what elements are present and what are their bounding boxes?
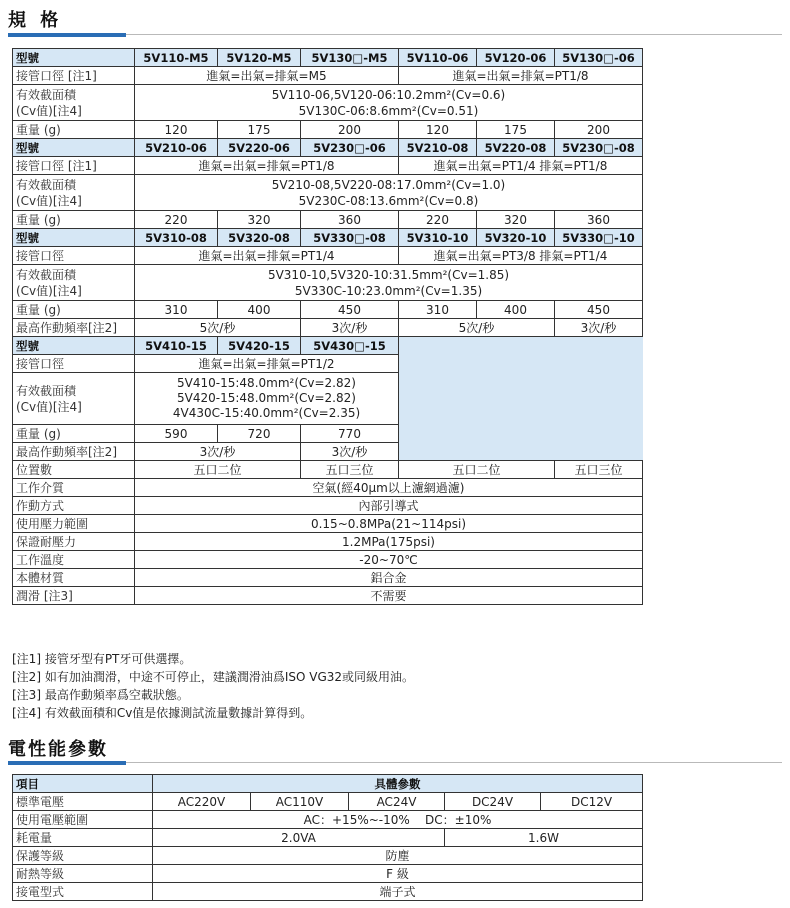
model-5v330-08: 5V330□-08 xyxy=(301,229,399,247)
common-row xyxy=(13,551,643,569)
area-row-1 xyxy=(13,85,643,121)
weight-label: 重量 (g) xyxy=(13,211,135,229)
note: [注4] 有效截面積和Cv值是依據測試流量數據計算得到。 xyxy=(12,706,313,720)
voltage-value: DC24V xyxy=(445,793,541,811)
range-value: AC：+15%~-10% DC：±10% xyxy=(153,811,643,829)
protect-label: 保護等級 xyxy=(13,847,153,865)
weight-value: 320 xyxy=(477,211,555,229)
spec-title-bar xyxy=(8,33,782,37)
note: [注2] 如有加油潤滑，中途不可停止，建議潤滑油爲ISO VG32或同級用油。 xyxy=(12,670,415,684)
weight-value: 220 xyxy=(135,211,218,229)
model-5v420-15: 5V420-15 xyxy=(218,337,301,355)
electric-title-bar xyxy=(8,761,782,765)
common-label: 工作介質 xyxy=(13,479,135,497)
common-row xyxy=(13,587,643,605)
item-header: 項目 xyxy=(13,775,153,793)
freq-value: 5次/秒 xyxy=(399,319,555,337)
model-5v430-15: 5V430□-15 xyxy=(301,337,399,355)
electric-table xyxy=(12,774,643,901)
power-dc-value: 1.6W xyxy=(445,829,643,847)
model-5v210-06: 5V210-06 xyxy=(135,139,218,157)
common-row xyxy=(13,569,643,587)
power-row xyxy=(13,829,643,847)
common-value: 不需要 xyxy=(135,587,643,605)
common-label: 保證耐壓力 xyxy=(13,533,135,551)
model-5v220-06: 5V220-06 xyxy=(218,139,301,157)
position-label: 位置數 xyxy=(13,461,135,479)
voltage-label: 標準電壓 xyxy=(13,793,153,811)
weight-label: 重量 (g) xyxy=(13,301,135,319)
common-label: 工作溫度 xyxy=(13,551,135,569)
model-5v120-m5: 5V120-M5 xyxy=(218,49,301,67)
power-ac-value: 2.0VA xyxy=(153,829,445,847)
position-value: 五口三位 xyxy=(301,461,399,479)
model-5v120-06: 5V120-06 xyxy=(477,49,555,67)
port-value: 進氣=出氣=排氣=M5 xyxy=(135,67,399,85)
port-row-3 xyxy=(13,247,643,265)
position-value: 五口二位 xyxy=(399,461,555,479)
weight-value: 400 xyxy=(218,301,301,319)
electric-header-row xyxy=(13,775,643,793)
port-label: 接管口徑 xyxy=(13,247,135,265)
protect-value: 防塵 xyxy=(153,847,643,865)
area-value: 5V310-10,5V320-10:31.5mm²(Cv=1.85) 5V330C-10:23.0mm²(Cv=1.35) xyxy=(135,265,643,301)
spec-header-row-1 xyxy=(13,49,643,67)
heat-label: 耐熱等級 xyxy=(13,865,153,883)
area-value: 5V410-15:48.0mm²(Cv=2.82) 5V420-15:48.0mm²(Cv=2.82) 4V430C-15:40.0mm²(Cv=2.35) xyxy=(135,373,399,425)
weight-label: 重量 (g) xyxy=(13,121,135,139)
note: [注3] 最高作動頻率爲空載狀態。 xyxy=(12,688,189,702)
weight-value: 360 xyxy=(301,211,399,229)
weight-value: 590 xyxy=(135,425,218,443)
area-row-2 xyxy=(13,175,643,211)
port-value: 進氣=出氣=排氣=PT1/8 xyxy=(135,157,399,175)
model-5v130-m5: 5V130□-M5 xyxy=(301,49,399,67)
position-value: 五口二位 xyxy=(135,461,301,479)
weight-value: 120 xyxy=(135,121,218,139)
area-row-3 xyxy=(13,265,643,301)
model-label: 型號 xyxy=(13,49,135,67)
common-label: 潤滑 [注3] xyxy=(13,587,135,605)
model-5v230-08: 5V230□-08 xyxy=(555,139,643,157)
weight-value: 770 xyxy=(301,425,399,443)
common-row xyxy=(13,479,643,497)
port-value: 進氣=出氣=PT3/8 排氣=PT1/4 xyxy=(399,247,643,265)
area-label: 有效截面積 (Cv值)[注4] xyxy=(13,265,135,301)
model-5v110-06: 5V110-06 xyxy=(399,49,477,67)
position-value: 五口三位 xyxy=(555,461,643,479)
weight-value: 450 xyxy=(555,301,643,319)
spec-header-row-4 xyxy=(13,337,643,355)
area-value: 5V210-08,5V220-08:17.0mm²(Cv=1.0) 5V230C-08:13.6mm²(Cv=0.8) xyxy=(135,175,643,211)
model-5v320-10: 5V320-10 xyxy=(477,229,555,247)
freq-value: 3次/秒 xyxy=(555,319,643,337)
spec-table xyxy=(12,48,643,605)
common-row xyxy=(13,515,643,533)
port-value: 進氣=出氣=PT1/4 排氣=PT1/8 xyxy=(399,157,643,175)
model-5v220-08: 5V220-08 xyxy=(477,139,555,157)
common-value: 鋁合金 xyxy=(135,569,643,587)
spec-header-row-2 xyxy=(13,139,643,157)
weight-value: 310 xyxy=(135,301,218,319)
weight-value: 720 xyxy=(218,425,301,443)
model-5v410-15: 5V410-15 xyxy=(135,337,218,355)
spec-header-row-3 xyxy=(13,229,643,247)
model-5v210-08: 5V210-08 xyxy=(399,139,477,157)
common-label: 使用壓力範圍 xyxy=(13,515,135,533)
weight-label: 重量 (g) xyxy=(13,425,135,443)
spec-notes xyxy=(12,650,414,722)
weight-value: 310 xyxy=(399,301,477,319)
weight-value: 175 xyxy=(477,121,555,139)
common-value: 內部引導式 xyxy=(135,497,643,515)
model-5v230-06: 5V230□-06 xyxy=(301,139,399,157)
area-label: 有效截面積 (Cv值)[注4] xyxy=(13,373,135,425)
common-value: 空氣(經40μm以上濾網過濾) xyxy=(135,479,643,497)
voltage-value: AC220V xyxy=(153,793,251,811)
power-label: 耗電量 xyxy=(13,829,153,847)
model-5v310-08: 5V310-08 xyxy=(135,229,218,247)
model-5v330-10: 5V330□-10 xyxy=(555,229,643,247)
model-5v320-08: 5V320-08 xyxy=(218,229,301,247)
area-value: 5V110-06,5V120-06:10.2mm²(Cv=0.6) 5V130C-06:8.6mm²(Cv=0.51) xyxy=(135,85,643,121)
weight-row-1 xyxy=(13,121,643,139)
area-label: 有效截面積 (Cv值)[注4] xyxy=(13,85,135,121)
port-label: 接管口徑 [注1] xyxy=(13,157,135,175)
common-row xyxy=(13,497,643,515)
weight-value: 360 xyxy=(555,211,643,229)
freq-row-3 xyxy=(13,319,643,337)
port-row-2 xyxy=(13,157,643,175)
freq-value: 5次/秒 xyxy=(135,319,301,337)
model-label: 型號 xyxy=(13,139,135,157)
freq-label: 最高作動頻率[注2] xyxy=(13,443,135,461)
port-value: 進氣=出氣=排氣=PT1/8 xyxy=(399,67,643,85)
weight-value: 200 xyxy=(555,121,643,139)
model-5v310-10: 5V310-10 xyxy=(399,229,477,247)
voltage-value: AC110V xyxy=(251,793,349,811)
weight-value: 450 xyxy=(301,301,399,319)
heat-row xyxy=(13,865,643,883)
range-row xyxy=(13,811,643,829)
model-label: 型號 xyxy=(13,229,135,247)
voltage-value: DC12V xyxy=(541,793,643,811)
model-label: 型號 xyxy=(13,337,135,355)
protect-row xyxy=(13,847,643,865)
heat-value: F 級 xyxy=(153,865,643,883)
port-label: 接管口徑 [注1] xyxy=(13,67,135,85)
common-label: 本體材質 xyxy=(13,569,135,587)
port-label: 接管口徑 xyxy=(13,355,135,373)
freq-value: 3次/秒 xyxy=(301,443,399,461)
port-value: 進氣=出氣=排氣=PT1/2 xyxy=(135,355,399,373)
range-label: 使用電壓範圍 xyxy=(13,811,153,829)
position-row xyxy=(13,461,643,479)
voltage-row xyxy=(13,793,643,811)
weight-value: 220 xyxy=(399,211,477,229)
port-value: 進氣=出氣=排氣=PT1/4 xyxy=(135,247,399,265)
freq-value: 3次/秒 xyxy=(301,319,399,337)
note: [注1] 接管牙型有PT牙可供選擇。 xyxy=(12,652,192,666)
connection-row xyxy=(13,883,643,901)
freq-value: 3次/秒 xyxy=(135,443,301,461)
connection-label: 接電型式 xyxy=(13,883,153,901)
weight-value: 120 xyxy=(399,121,477,139)
model-5v130-06: 5V130□-06 xyxy=(555,49,643,67)
common-value: 0.15~0.8MPa(21~114psi) xyxy=(135,515,643,533)
params-header: 具體參數 xyxy=(153,775,643,793)
common-value: -20~70℃ xyxy=(135,551,643,569)
port-row-1 xyxy=(13,67,643,85)
weight-value: 400 xyxy=(477,301,555,319)
common-value: 1.2MPa(175psi) xyxy=(135,533,643,551)
connection-value: 端子式 xyxy=(153,883,643,901)
weight-row-2 xyxy=(13,211,643,229)
model-5v110-m5: 5V110-M5 xyxy=(135,49,218,67)
spec-title: 規 格 xyxy=(8,10,63,31)
weight-value: 200 xyxy=(301,121,399,139)
common-label: 作動方式 xyxy=(13,497,135,515)
freq-label: 最高作動頻率[注2] xyxy=(13,319,135,337)
weight-row-3 xyxy=(13,301,643,319)
electric-title: 電性能參數 xyxy=(8,739,108,760)
area-label: 有效截面積 (Cv值)[注4] xyxy=(13,175,135,211)
common-row xyxy=(13,533,643,551)
voltage-value: AC24V xyxy=(349,793,445,811)
weight-value: 175 xyxy=(218,121,301,139)
weight-value: 320 xyxy=(218,211,301,229)
